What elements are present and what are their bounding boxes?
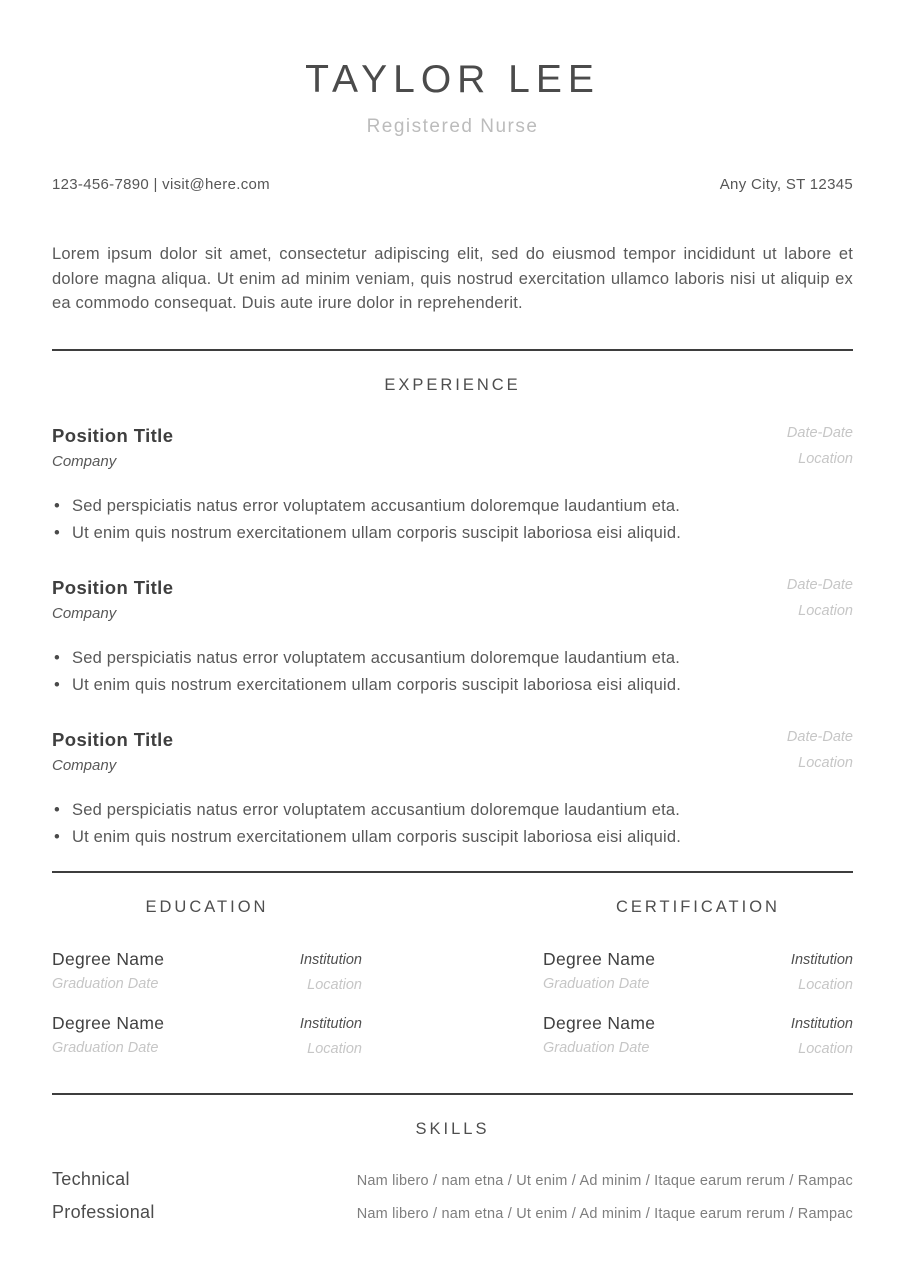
company-name: Company	[52, 604, 117, 622]
education-entry	[52, 948, 362, 993]
education-certification-row	[52, 898, 853, 1057]
education-entry	[52, 1012, 362, 1057]
institution-name: Institution	[299, 951, 362, 968]
institution-location: Location	[307, 976, 362, 993]
skill-category: Professional	[52, 1201, 155, 1222]
position-title: Position Title	[52, 728, 174, 750]
employment-dates: Date-Date	[786, 424, 853, 441]
entry-header	[52, 577, 853, 622]
experience-entry	[52, 577, 853, 699]
experience-entry	[52, 425, 853, 547]
degree-name: Degree Name	[52, 1012, 165, 1033]
skill-items: Nam libero / nam etna / Ut enim / Ad minim / Itaque earum rerum / Rampac	[356, 1205, 853, 1222]
skill-category: Technical	[52, 1168, 130, 1189]
experience-bullets	[52, 797, 853, 851]
person-name: TAYLOR LEE	[305, 58, 600, 101]
education-section	[52, 898, 362, 1057]
contact-address: Any City, ST 12345	[719, 176, 853, 193]
institution-name: Institution	[299, 1015, 362, 1032]
employment-dates: Date-Date	[786, 576, 853, 593]
position-title: Position Title	[52, 576, 174, 598]
employment-dates: Date-Date	[786, 728, 853, 745]
section-divider	[52, 1093, 853, 1095]
section-divider	[52, 871, 853, 873]
job-title: Registered Nurse	[366, 116, 539, 137]
entry-header	[52, 729, 853, 774]
job-location: Location	[798, 450, 853, 467]
contact-row	[52, 176, 853, 194]
education-heading: EDUCATION	[145, 897, 269, 916]
job-location: Location	[798, 602, 853, 619]
degree-name: Degree Name	[543, 948, 656, 969]
position-title: Position Title	[52, 424, 174, 446]
degree-name: Degree Name	[543, 1012, 656, 1033]
job-location: Location	[798, 754, 853, 771]
bullet-item: • Sed perspiciatis natus error voluptatem accusantium doloremque laudantium eta.	[52, 797, 853, 824]
institution-name: Institution	[790, 951, 853, 968]
skill-items: Nam libero / nam etna / Ut enim / Ad minim / Itaque earum rerum / Rampac	[356, 1172, 853, 1189]
bullet-item: • Ut enim quis nostrum exercitationem ullam corporis suscipit laboriosa eisi aliquid.	[52, 824, 853, 851]
graduation-date: Graduation Date	[52, 975, 159, 992]
experience-bullets	[52, 645, 853, 699]
institution-location: Location	[798, 976, 853, 993]
skill-row	[52, 1169, 853, 1190]
summary-paragraph: Lorem ipsum dolor sit amet, consectetur adipiscing elit, sed do eiusmod tempor incididunt ut labore et dolore magna aliqua. Ut enim ad minim veniam, quis nostrud exercitation ullamco laboris nisi ut aliquip ex ea commodo consequat. Duis aute irure dolor in reprehenderit.	[52, 245, 853, 312]
contact-phone-email: 123-456-7890 | visit@here.com	[52, 176, 270, 193]
company-name: Company	[52, 452, 117, 470]
graduation-date: Graduation Date	[543, 1039, 650, 1056]
company-name: Company	[52, 756, 117, 774]
bullet-item: • Sed perspiciatis natus error voluptatem accusantium doloremque laudantium eta.	[52, 645, 853, 672]
skill-row	[52, 1202, 853, 1223]
bullet-item: • Ut enim quis nostrum exercitationem ullam corporis suscipit laboriosa eisi aliquid.	[52, 520, 853, 547]
section-divider	[52, 349, 853, 351]
bullet-item: • Ut enim quis nostrum exercitationem ullam corporis suscipit laboriosa eisi aliquid.	[52, 672, 853, 699]
experience-bullets	[52, 493, 853, 547]
graduation-date: Graduation Date	[52, 1039, 159, 1056]
skills-heading: SKILLS	[415, 1119, 490, 1138]
institution-location: Location	[307, 1040, 362, 1057]
bullet-item: • Sed perspiciatis natus error voluptatem accusantium doloremque laudantium eta.	[52, 493, 853, 520]
certification-entry	[543, 1012, 853, 1057]
entry-header	[52, 425, 853, 470]
degree-name: Degree Name	[52, 948, 165, 969]
experience-entry	[52, 729, 853, 851]
certification-section	[543, 898, 853, 1057]
institution-name: Institution	[790, 1015, 853, 1032]
certification-entry	[543, 948, 853, 993]
institution-location: Location	[798, 1040, 853, 1057]
experience-heading: EXPERIENCE	[384, 375, 521, 394]
graduation-date: Graduation Date	[543, 975, 650, 992]
certification-heading: CERTIFICATION	[616, 897, 780, 916]
